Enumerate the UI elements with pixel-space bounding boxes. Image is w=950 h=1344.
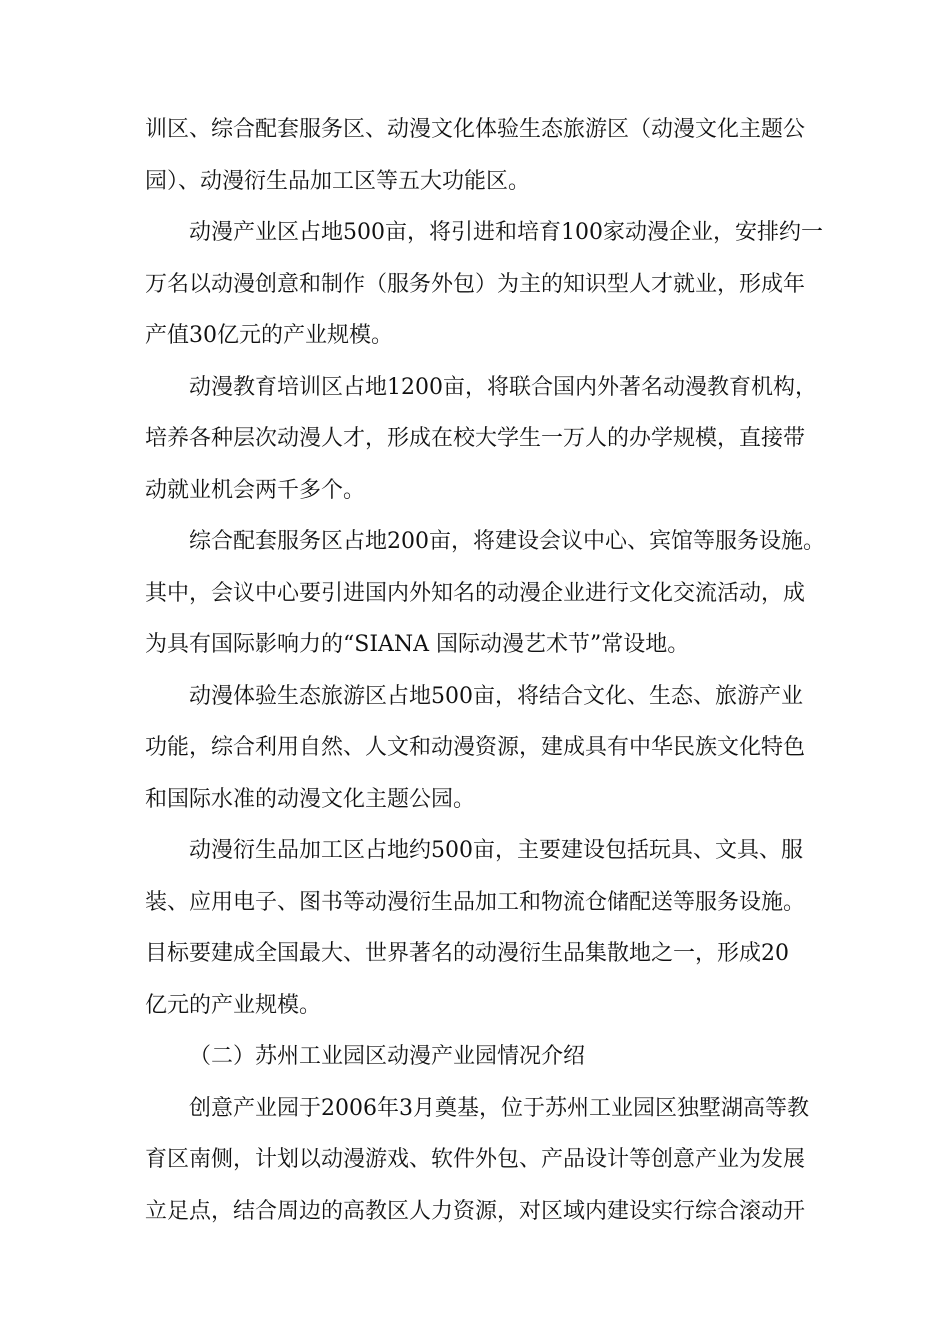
text-line: 立足点，结合周边的高教区人力资源，对区域内建设实行综合滚动开 [145, 1198, 806, 1224]
paragraph-first-line: 动漫衍生品加工区占地约500亩，主要建设包括玩具、文具、服 [189, 838, 803, 863]
text-line: 产值30亿元的产业规模。 [145, 323, 393, 348]
paragraph-first-line: 动漫体验生态旅游区占地500亩，将结合文化、生态、旅游产业 [189, 683, 803, 709]
paragraph-first-line: 综合配套服务区占地200亩，将建设会议中心、宾馆等服务设施。 [189, 529, 825, 554]
text-line: 功能，综合利用自然、人文和动漫资源，建成具有中华民族文化特色 [145, 735, 806, 760]
text-line: 培养各种层次动漫人才，形成在校大学生一万人的办学规模，直接带 [145, 426, 806, 451]
text-line: 为具有国际影响力的“SIANA 国际动漫艺术节”常设地。 [145, 632, 690, 657]
text-line: 园）、动漫衍生品加工区等五大功能区。 [145, 168, 531, 194]
text-line: 育区南侧，计划以动漫游戏、软件外包、产品设计等创意产业为发展 [145, 1147, 806, 1172]
text-line: 动就业机会两千多个。 [145, 477, 366, 503]
text-line: 目标要建成全国最大、世界著名的动漫衍生品集散地之一，形成20 [145, 941, 789, 966]
document-body [145, 117, 825, 1251]
paragraph-first-line: 动漫产业区占地500亩，将引进和培育100家动漫企业，安排约一 [189, 220, 823, 245]
section-heading: （二）苏州工业园区动漫产业园情况介绍 [189, 1044, 586, 1069]
text-line: 亿元的产业规模。 [145, 992, 322, 1018]
paragraph-first-line: 创意产业园于2006年3月奠基，位于苏州工业园区独墅湖高等教 [189, 1095, 809, 1121]
text-line: 和国际水准的动漫文化主题公园。 [145, 786, 476, 812]
text-line: 万名以动漫创意和制作（服务外包）为主的知识型人才就业，形成年 [145, 271, 806, 297]
text-line: 装、应用电子、图书等动漫衍生品加工和物流仓储配送等服务设施。 [145, 889, 806, 915]
text-line: 其中，会议中心要引进国内外知名的动漫企业进行文化交流活动，成 [145, 580, 806, 606]
text-line: 训区、综合配套服务区、动漫文化体验生态旅游区（动漫文化主题公 [145, 117, 806, 142]
paragraph-first-line: 动漫教育培训区占地1200亩，将联合国内外著名动漫教育机构， [189, 374, 817, 400]
